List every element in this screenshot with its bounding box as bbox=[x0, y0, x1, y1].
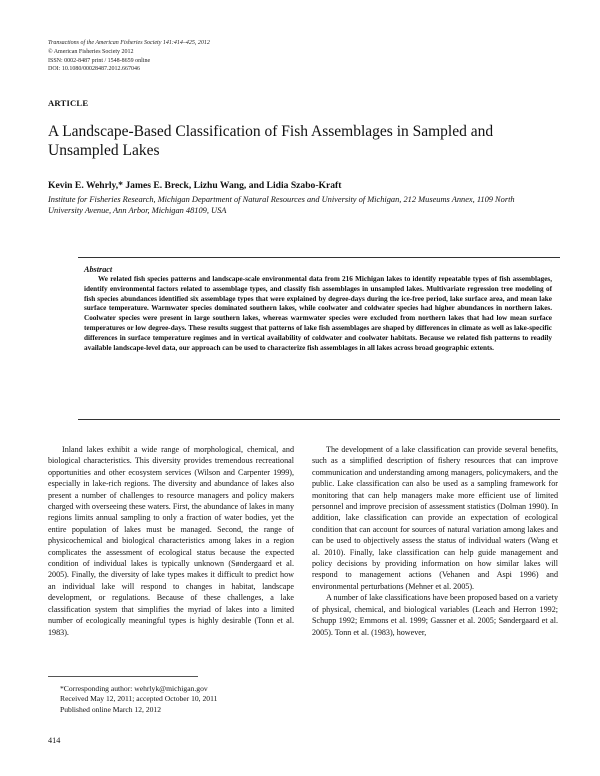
body-paragraph: A number of lake classifications have been proposed based on a variety of physical, chemical, and biological variables (Leach and Herron 1992; Schupp 1992; Emmons et al. 1999; Gassner et al. 2005; Søndergaard et al. 2005). Tonn et al. (1983), however, bbox=[312, 593, 558, 637]
abstract-top-rule bbox=[78, 257, 560, 258]
doi-line: DOI: 10.1080/00028487.2012.667046 bbox=[48, 66, 140, 73]
page-number: 414 bbox=[48, 736, 61, 745]
body-column-left bbox=[48, 444, 294, 638]
abstract-bottom-rule bbox=[78, 419, 560, 420]
abstract-block bbox=[84, 265, 552, 353]
abstract-text: We related fish species patterns and landscape-scale environmental data from 216 Michigan lakes to identify repeatable types of fish assemblages, identify environmental factors related to assemblage types, and classify fish assemblages in unsampled lakes. Multivariate regression tree modeling of fish species abundances identified six assemblage types that were explained by degree-days during the ice-free period, lake surface area, and mean lake surface temperature. Warmwater species dominated southern lakes, while coolwater and coldwater species had higher abundances in northern lakes. Coolwater species were present in large southern lakes, whereas warmwater species were excluded from northern lakes that had low mean surface temperatures or low degree-days. These results suggest that patterns of lake fish assemblages are shaped by differences in climate as well as lake-specific differences in surface temperature regimes and in vertical availability of coldwater and coolwater habitats. Because we related fish patterns to readily available landscape-level data, our approach can be used to characterize fish assemblages in all lakes across broad geographic extents. bbox=[84, 275, 552, 352]
issn-line: ISSN: 0002-8487 print / 1548-8659 online bbox=[48, 57, 151, 64]
section-label: ARTICLE bbox=[48, 98, 89, 108]
article-title: A Landscape-Based Classification of Fish Assemblages in Sampled and Unsampled Lakes bbox=[48, 123, 494, 159]
copyright-line: © American Fisheries Society 2012 bbox=[48, 48, 134, 55]
author-affiliation: Institute for Fisheries Research, Michigan Department of Natural Resources and University of Michigan, 212 Museums Annex, 1109 North University Avenue, Ann Arbor, Michigan 48109, USA bbox=[48, 195, 515, 215]
footnote-rule bbox=[48, 676, 198, 677]
received-date-note: Received May 12, 2011; accepted October 10, 2011 bbox=[60, 694, 218, 704]
journal-masthead bbox=[48, 39, 210, 74]
corresponding-author-note: *Corresponding author: wehrlyk@michigan.gov bbox=[60, 684, 208, 693]
body-column-right bbox=[312, 444, 558, 638]
author-list: Kevin E. Wehrly,* James E. Breck, Lizhu Wang, and Lidia Szabo-Kraft bbox=[48, 180, 342, 191]
body-paragraph: Inland lakes exhibit a wide range of morphological, chemical, and biological characteristics. This diversity provides tremendous recreational opportunities and other ecosystem services (Wilson and Carpenter 1999), especially in lake-rich regions. The diversity and abundance of lakes also present a number of challenges to resource managers and policy makers charged with overseeing these waters. First, the abundance of lakes in many regions limits annual sampling to only a fraction of water bodies, yet the entire population of lakes must be managed. Second, the range of physicochemical and biological characteristics among lakes in a region complicates the assessment of ecological status because the expected condition of individual lakes is typically unknown (Søndergaard et al. 2005). Finally, the diversity of lake types makes it difficult to predict how an individual lake will respond to changes in habitat, landscape development, or regulations. Because of these challenges, a lake classification system that simplifies the myriad of lakes into a limited number of ecologically meaningful types is highly desirable (Tonn et al. 1983). bbox=[48, 445, 294, 637]
body-paragraph: The development of a lake classification can provide several benefits, such as a simplified description of fishery resources that can improve communication and understanding among managers, policymakers, and the public. Lake classification can also be used as a sampling framework for monitoring that can help managers make more efficient use of limited personnel and improve precision of assessment statistics (Dolman 1990). In addition, lake classification can provide an expectation of ecological condition that can account for sources of natural variation among lakes and can be used to objectively assess the status of individual waters (Wang et al. 2010). Finally, lake classification can help guide management and policy decisions by providing information on how similar lakes will respond to management actions (Vehanen and Aspi 1996) and environmental perturbations (Mehner et al. 2005). bbox=[312, 445, 558, 591]
published-date-note: Published online March 12, 2012 bbox=[60, 704, 162, 714]
journal-citation: Transactions of the American Fisheries Society 141:414–425, 2012 bbox=[48, 40, 210, 46]
footnotes bbox=[60, 684, 217, 715]
abstract-label: Abstract bbox=[84, 265, 113, 274]
